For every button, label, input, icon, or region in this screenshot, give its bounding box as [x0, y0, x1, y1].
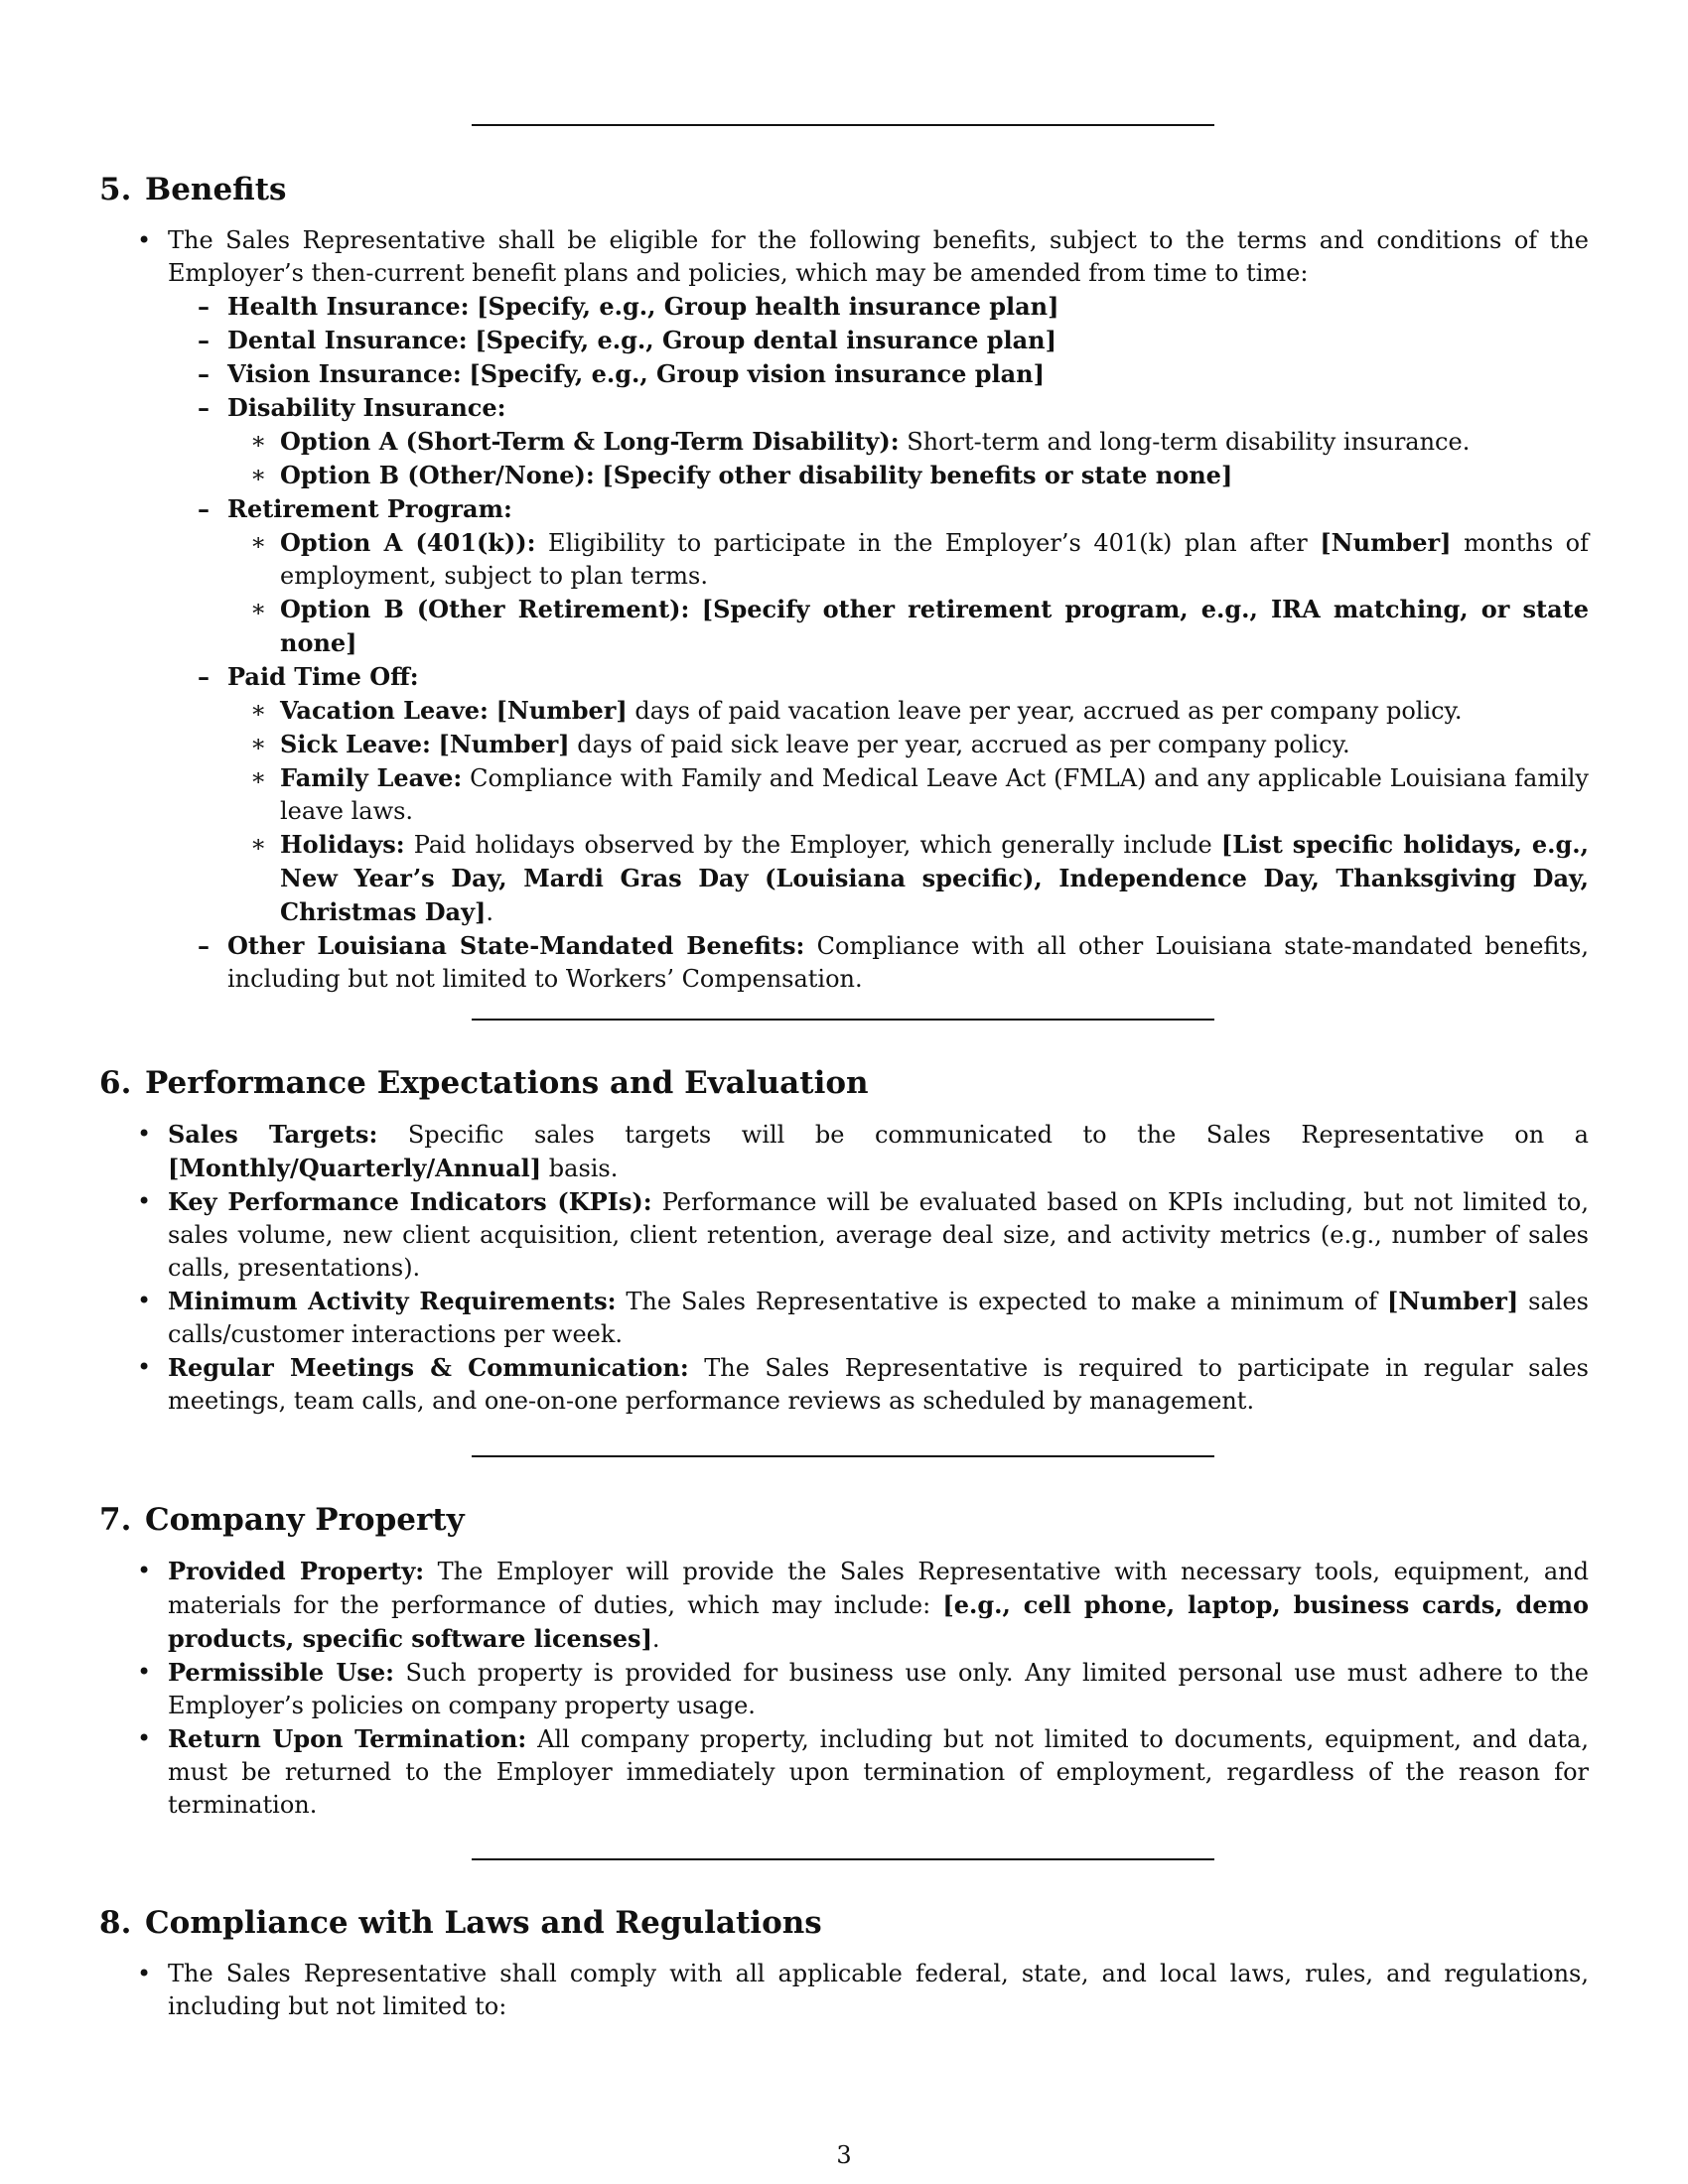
benefits-body	[99, 224, 1589, 996]
benefit-dental: – Dental Insurance: [Specify, e.g., Group dental insurance plan]	[99, 324, 1589, 357]
section-divider	[472, 1019, 1214, 1021]
disability-option-b: ∗ Option B (Other/None): [Specify other disability benefits or state none]	[99, 459, 1589, 492]
list-item: • The Sales Representative shall be eligible for the following benefits, subject to the terms and conditions of the Employer’s then-current benefit plans and policies, which may be amended from time to time: – Health Insurance: [Specify, e.g., Group health insurance plan] – Dental Insurance: [Specify, e.g., Group dental insurance plan] – Vision Insurance: [Specify, e.g., Group vision insurance plan] – Disability Insurance: ∗ Option A (Short-Term & Long-Term Disability): Short-term and long-term disability insurance. ∗ Option B (Other/None): [Specify other disability benefits or state none] – Retirement Program: ∗ Option A (401(k)): Eligibility to participate in the Employer’s 401(k) plan after [Number] months of employment, subject to plan terms. ∗ Option B (Other Retirement): [Specify other retirement program, e.g., IRA matching, or state none] – Paid Time Off: ∗ Vacation Leave: [Number] days of paid vacation leave per year, accrued as per company policy. ∗ Sick Leave: [Number] days of paid sick leave per year, accrued as per company policy. ∗ Family Leave: Compliance with Family and Medical Leave Act (FMLA) and any applicable Louisiana family leave laws. ∗ Holidays: Paid holidays observed by the Employer, which generally include [List specific holidays, e.g., New Year’s Day, Mardi Gras Day (Louisiana specific), Independence Day, Thanksgiving Day, Christmas Day]. – Other Louisiana State-Mandated Benefits: Compliance with all other Louisiana state-mandated benefits, including but not limited to Workers’ Compensation.	[99, 224, 1589, 996]
list-item-sales-targets: • Sales Targets: Specific sales targets will be communicated to the Sales Representative on a [Monthly/Quarterly/Annual] basis.	[99, 1118, 1589, 1185]
benefit-retirement: – Retirement Program: ∗ Option A (401(k)): Eligibility to participate in the Employer’s 401(k) plan after [Number] months of employment, subject to plan terms. ∗ Option B (Other Retirement): [Specify other retirement program, e.g., IRA matching, or state none]	[99, 492, 1589, 660]
benefit-vision: – Vision Insurance: [Specify, e.g., Group vision insurance plan]	[99, 357, 1589, 391]
section-divider	[472, 1858, 1214, 1860]
section-heading-property: 7. Company Property	[99, 1502, 465, 1538]
property-body	[99, 1555, 1589, 1822]
list-item-meetings: • Regular Meetings & Communication: The Sales Representative is required to participate in regular sales meetings, team calls, and one-on-one performance reviews as scheduled by management.	[99, 1351, 1589, 1418]
compliance-body	[99, 1958, 1589, 2023]
pto-sick: ∗ Sick Leave: [Number] days of paid sick leave per year, accrued as per company policy.	[99, 728, 1589, 761]
list-item-provided-property: • Provided Property: The Employer will provide the Sales Representative with necessary tools, equipment, and materials for the performance of duties, which may include: [e.g., cell phone, laptop, business cards, demo products, specific software licenses].	[99, 1555, 1589, 1656]
list-item-return: • Return Upon Termination: All company property, including but not limited to documents, equipment, and data, must be returned to the Employer immediately upon termination of employment, regardless of the reason for termination.	[99, 1722, 1589, 1822]
pto-vacation: ∗ Vacation Leave: [Number] days of paid vacation leave per year, accrued as per company policy.	[99, 694, 1589, 728]
pto-family: ∗ Family Leave: Compliance with Family and Medical Leave Act (FMLA) and any applicable Louisiana family leave laws.	[99, 761, 1589, 828]
list-item-compliance: • The Sales Representative shall comply with all applicable federal, state, and local laws, rules, and regulations, including but not limited to:	[99, 1958, 1589, 2023]
disability-option-a: ∗ Option A (Short-Term & Long-Term Disability): Short-term and long-term disability insurance.	[99, 425, 1589, 459]
list-item-kpis: • Key Performance Indicators (KPIs): Performance will be evaluated based on KPIs including, but not limited to, sales volume, new client acquisition, client retention, average deal size, and activity metrics (e.g., number of sales calls, presentations).	[99, 1185, 1589, 1285]
retirement-option-a: ∗ Option A (401(k)): Eligibility to participate in the Employer’s 401(k) plan after [Number] months of employment, subject to plan terms.	[99, 526, 1589, 593]
list-item-activity: • Minimum Activity Requirements: The Sales Representative is expected to make a minimum of [Number] sales calls/customer interactions per week.	[99, 1285, 1589, 1351]
benefit-disability: – Disability Insurance: ∗ Option A (Short-Term & Long-Term Disability): Short-term and long-term disability insurance. ∗ Option B (Other/None): [Specify other disability benefits or state none]	[99, 391, 1589, 492]
list-item-permissible-use: • Permissible Use: Such property is provided for business use only. Any limited personal use must adhere to the Employer’s policies on company property usage.	[99, 1656, 1589, 1722]
benefit-pto: – Paid Time Off: ∗ Vacation Leave: [Number] days of paid vacation leave per year, accrued as per company policy. ∗ Sick Leave: [Number] days of paid sick leave per year, accrued as per company policy. ∗ Family Leave: Compliance with Family and Medical Leave Act (FMLA) and any applicable Louisiana family leave laws. ∗ Holidays: Paid holidays observed by the Employer, which generally include [List specific holidays, e.g., New Year’s Day, Mardi Gras Day (Louisiana specific), Independence Day, Thanksgiving Day, Christmas Day].	[99, 660, 1589, 929]
section-divider	[472, 124, 1214, 126]
page-number: 3	[836, 2141, 852, 2169]
pto-holidays: ∗ Holidays: Paid holidays observed by the Employer, which generally include [List specific holidays, e.g., New Year’s Day, Mardi Gras Day (Louisiana specific), Independence Day, Thanksgiving Day, Christmas Day].	[99, 828, 1589, 929]
section-divider	[472, 1455, 1214, 1457]
performance-body	[99, 1118, 1589, 1418]
benefit-other-state: – Other Louisiana State-Mandated Benefits: Compliance with all other Louisiana state-mandated benefits, including but not limited to Workers’ Compensation.	[99, 929, 1589, 996]
retirement-option-b: ∗ Option B (Other Retirement): [Specify other retirement program, e.g., IRA matching, or state none]	[99, 593, 1589, 660]
section-heading-performance: 6. Performance Expectations and Evaluation	[99, 1065, 869, 1101]
section-heading-compliance: 8. Compliance with Laws and Regulations	[99, 1905, 822, 1941]
section-heading-benefits: 5. Benefits	[99, 172, 287, 207]
benefit-health: – Health Insurance: [Specify, e.g., Group health insurance plan]	[99, 290, 1589, 324]
